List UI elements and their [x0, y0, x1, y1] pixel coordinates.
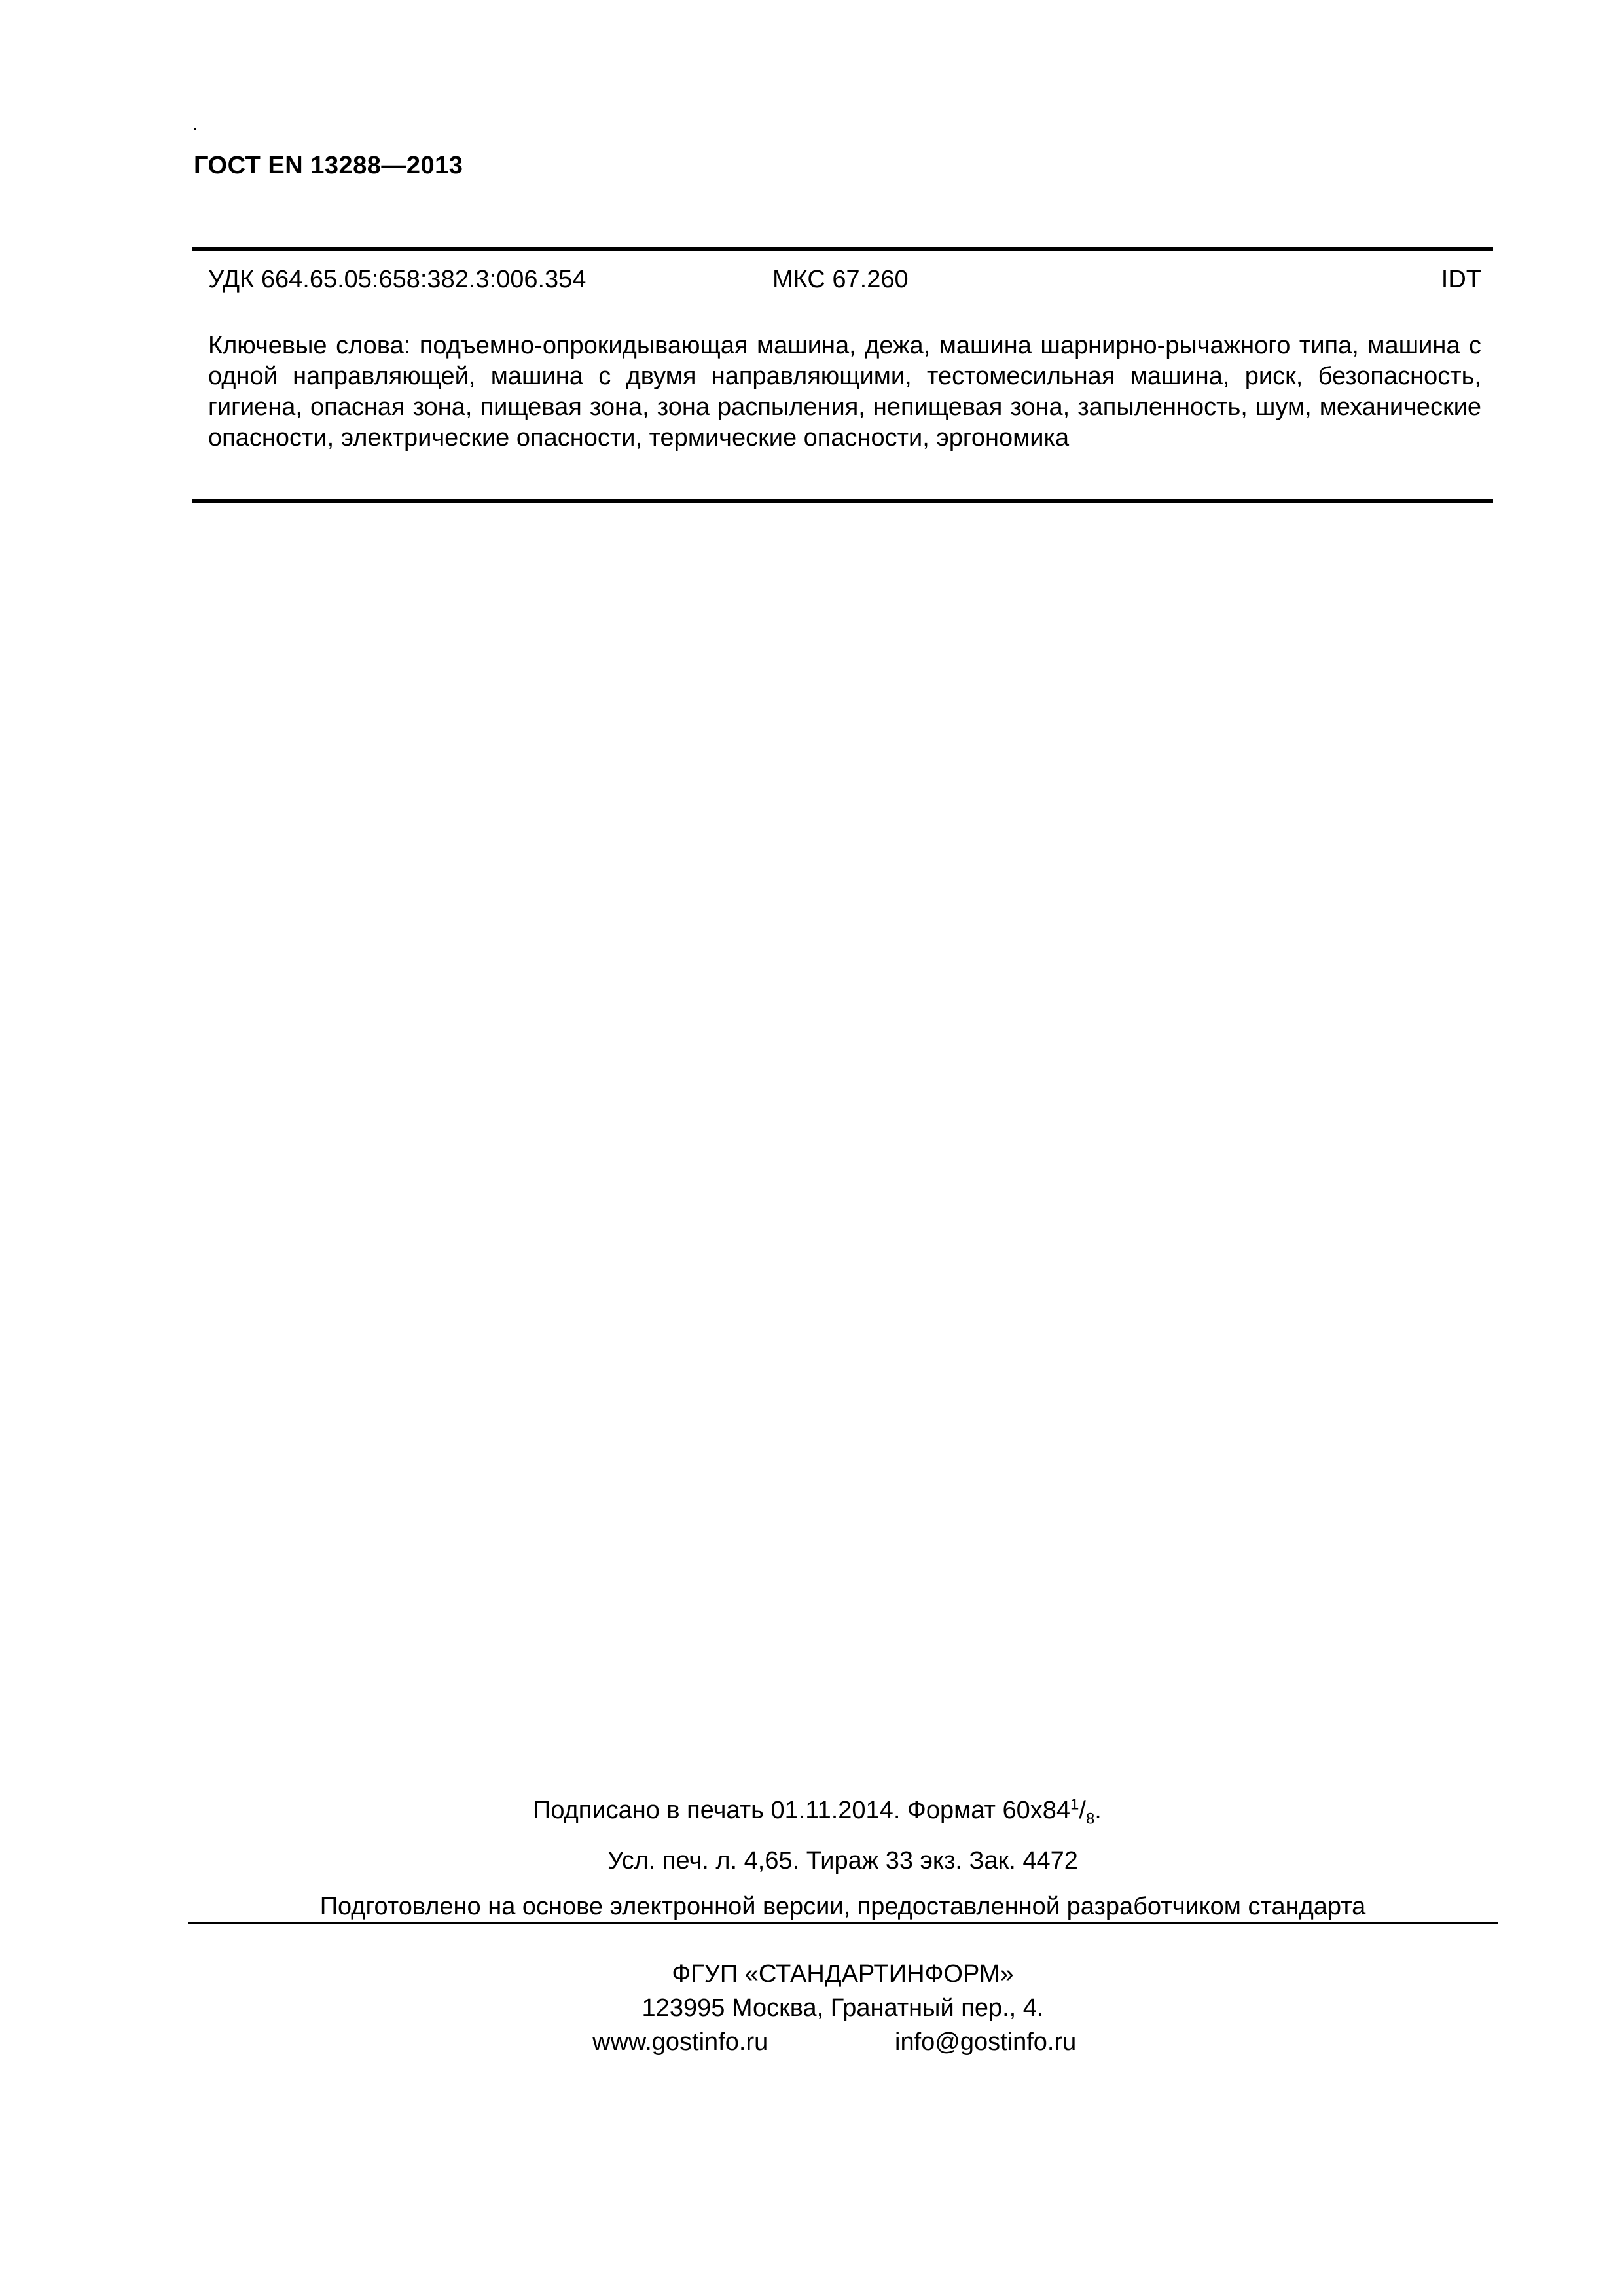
- publisher-name: ФГУП «СТАНДАРТИНФОРМ»: [672, 1960, 1014, 1988]
- format-numerator: 1: [1070, 1795, 1079, 1814]
- prepared-note: Подготовлено на основе электронной версии, предоставленной разработчиком стандарта: [319, 1893, 1366, 1920]
- mks-code: МКС 67.260: [772, 266, 909, 293]
- keywords-divider: [192, 499, 1493, 503]
- publisher-address: 123995 Москва, Гранатный пер., 4.: [641, 1994, 1044, 2022]
- top-divider: [192, 247, 1493, 251]
- page-mark: [194, 128, 196, 130]
- keywords-paragraph: Ключевые слова: подъемно-опрокидывающая машина, дежа, машина шарнирно-рычажного типа, машина с одной направляющей, машина с двумя направляющими, тестомесильная машина, риск, безопасность, гигиена, опасная зона, пищевая зона, зона распыления, непищевая зона, запыленность, шум, механические опасности, электрические опасности, термические опасности, эргономика: [208, 332, 1481, 452]
- correspondence-degree: IDT: [1441, 266, 1481, 293]
- format-end: .: [1094, 1797, 1102, 1824]
- email-link[interactable]: info@gostinfo.ru: [895, 2028, 1077, 2056]
- classification-row: [208, 266, 1481, 297]
- format-denominator: 8: [1085, 1810, 1095, 1828]
- signed-text: Подписано в печать 01.11.2014. Формат 60х84: [533, 1797, 1071, 1824]
- website-link[interactable]: www.gostinfo.ru: [592, 2028, 768, 2056]
- print-run-line: Усл. печ. л. 4,65. Тираж 33 экз. Зак. 4472: [607, 1847, 1078, 1874]
- signed-for-print-line: Подписано в печать 01.11.2014. Формат $60х84^1/_8$.: [533, 1795, 1102, 1828]
- udk-code: УДК 664.65.05:658:382.3:006.354: [208, 266, 586, 293]
- standard-number-header: ГОСТ EN 13288—2013: [194, 152, 463, 179]
- footer-divider: [188, 1922, 1498, 1924]
